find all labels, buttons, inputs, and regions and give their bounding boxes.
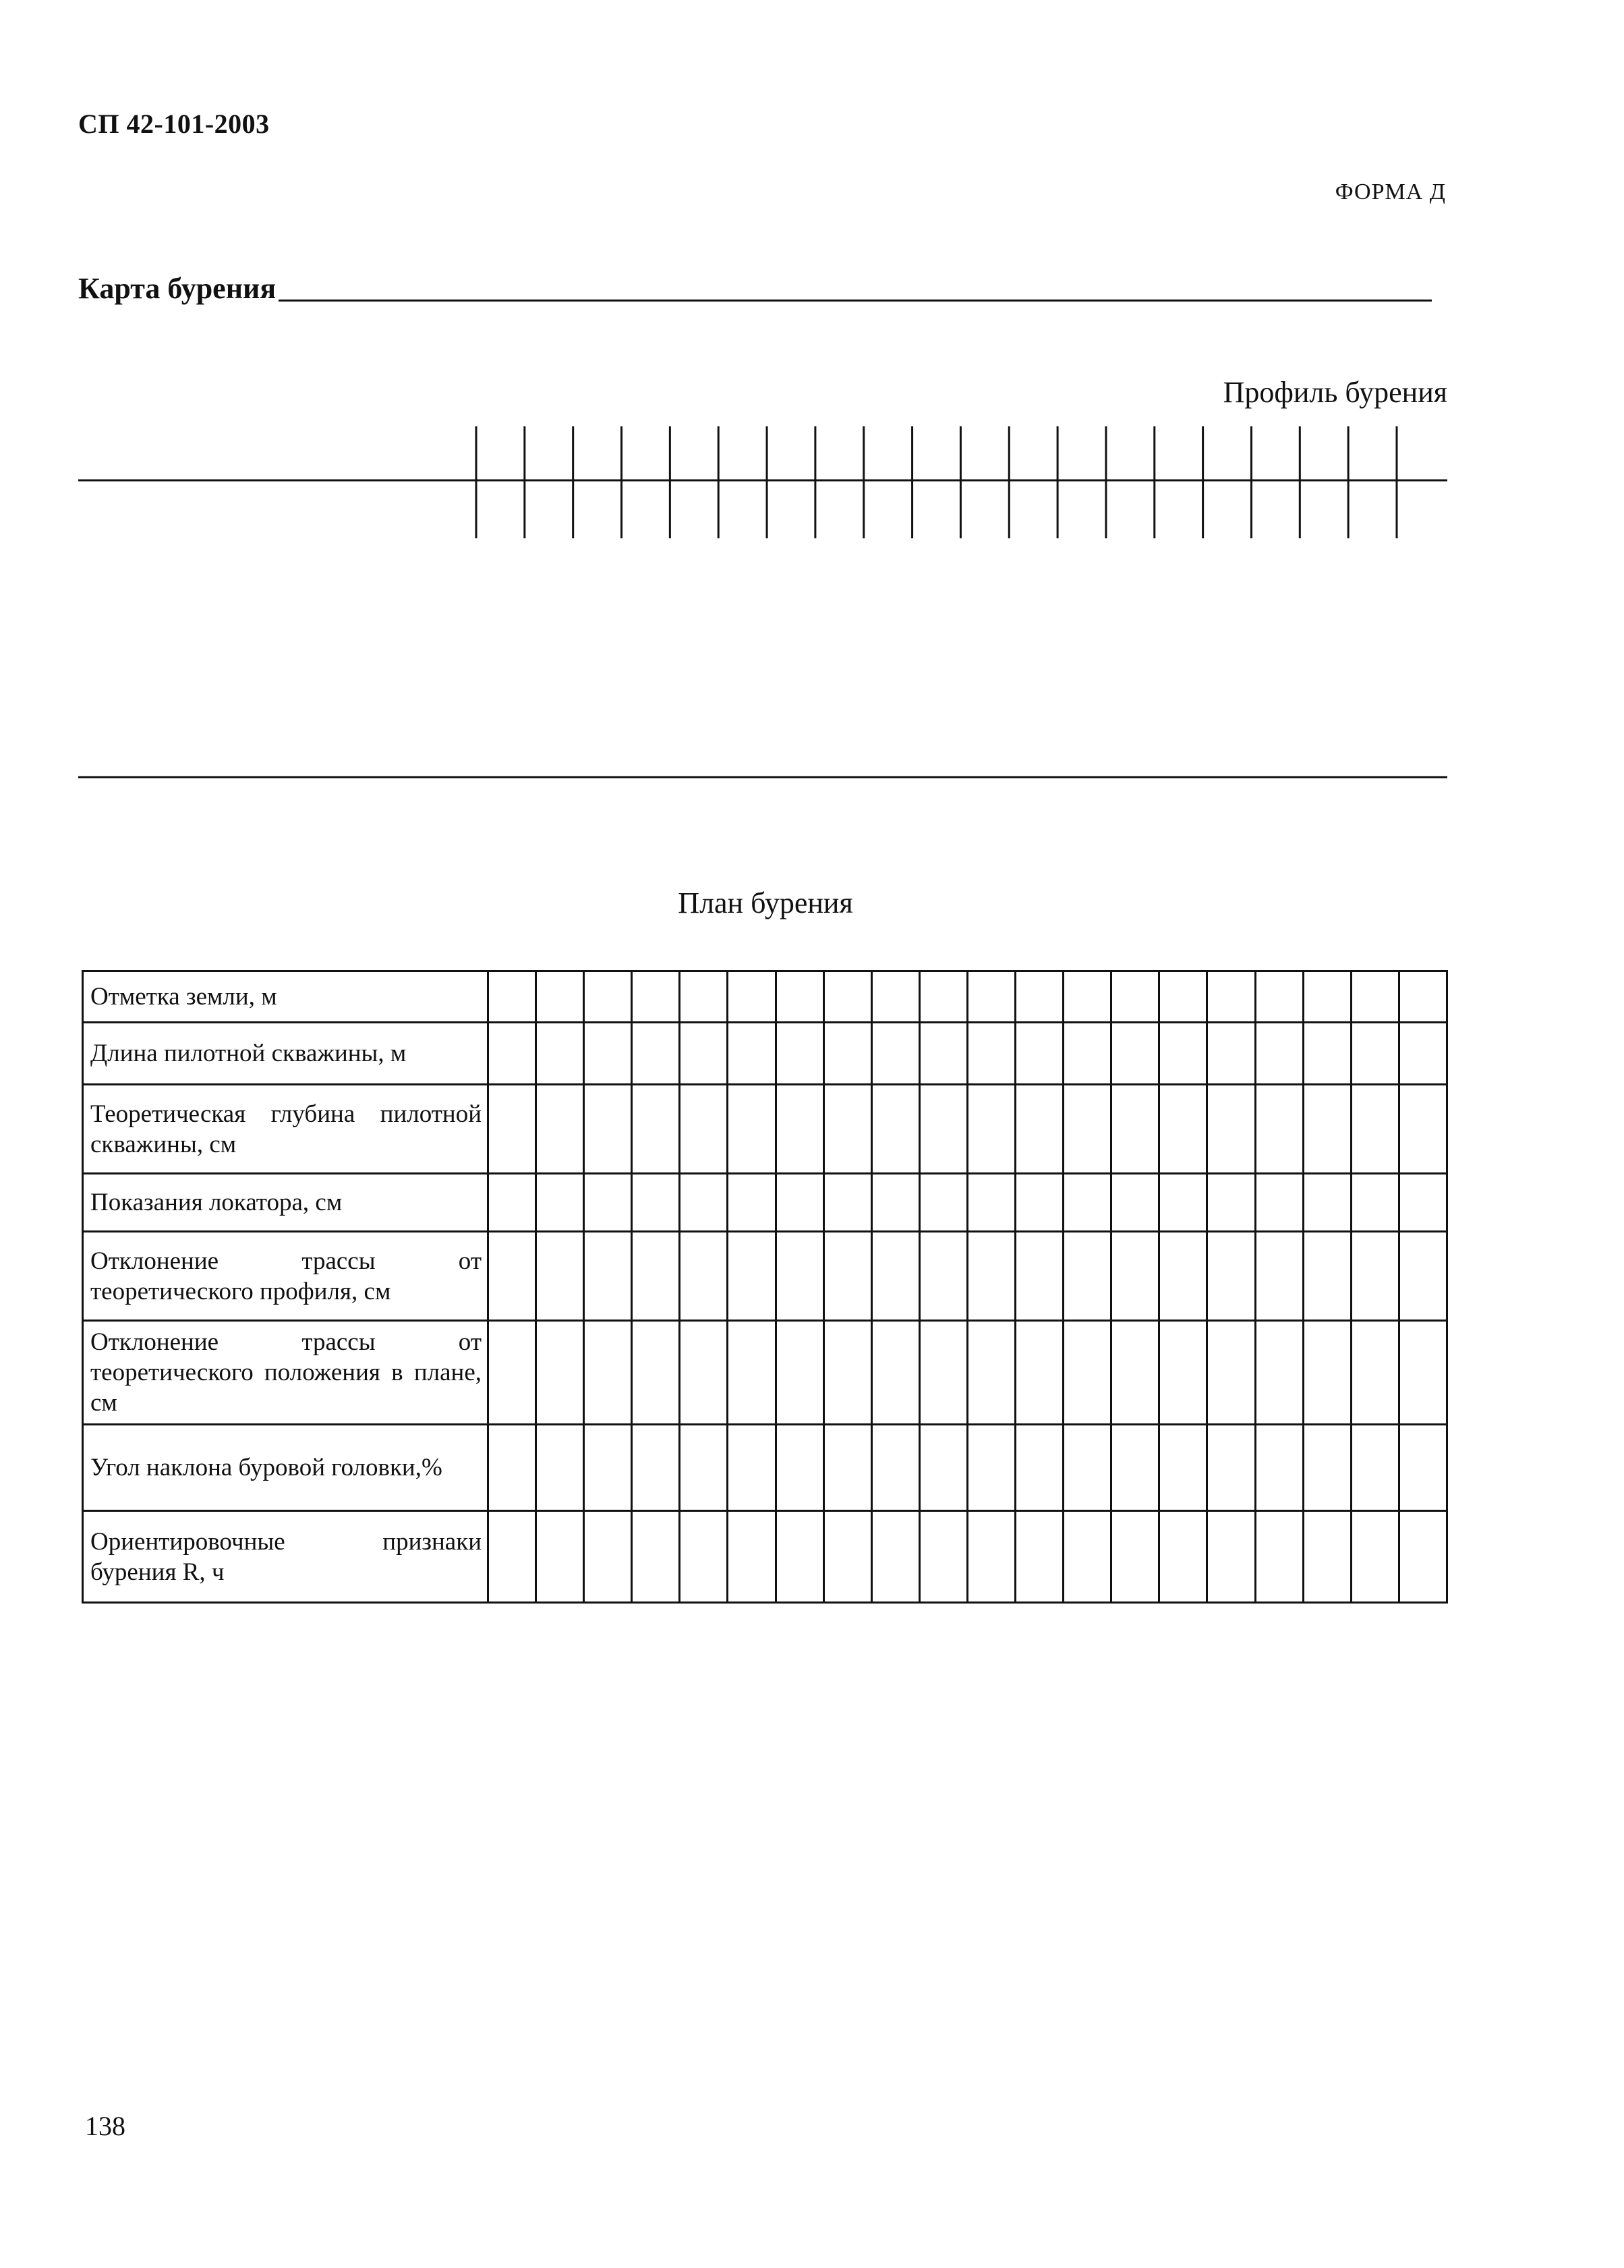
- plan-cell[interactable]: [1111, 1232, 1159, 1321]
- plan-cell[interactable]: [680, 1511, 728, 1603]
- plan-cell[interactable]: [1207, 1321, 1255, 1425]
- plan-cell[interactable]: [1255, 1232, 1303, 1321]
- profile-title: Профиль бурения: [1223, 376, 1447, 409]
- plan-cell[interactable]: [584, 1023, 632, 1085]
- plan-cell[interactable]: [1064, 1511, 1111, 1603]
- plan-cell[interactable]: [1303, 1425, 1351, 1511]
- table-row: [83, 1023, 1447, 1085]
- row-label: Теоретическая глубина пилотной скважины, см: [83, 1085, 488, 1174]
- plan-cell[interactable]: [1351, 1232, 1399, 1321]
- plan-cell[interactable]: [1255, 1425, 1303, 1511]
- drilling-plan-table: [82, 970, 1448, 1604]
- plan-cell[interactable]: [488, 1232, 536, 1321]
- plan-cell[interactable]: [1303, 1023, 1351, 1085]
- plan-cell[interactable]: [1064, 971, 1111, 1023]
- plan-cell[interactable]: [967, 1232, 1015, 1321]
- plan-cell[interactable]: [967, 1085, 1015, 1174]
- plan-cell[interactable]: [680, 1085, 728, 1174]
- plan-cell[interactable]: [919, 1511, 967, 1603]
- plan-cell[interactable]: [1351, 1511, 1399, 1603]
- plan-cell[interactable]: [1207, 1174, 1255, 1232]
- plan-cell[interactable]: [1207, 1425, 1255, 1511]
- plan-cell[interactable]: [1111, 971, 1159, 1023]
- plan-cell[interactable]: [919, 1174, 967, 1232]
- plan-cell[interactable]: [1255, 1174, 1303, 1232]
- plan-cell[interactable]: [1064, 1425, 1111, 1511]
- plan-cell[interactable]: [823, 1321, 871, 1425]
- form-label: ФОРМА Д: [1335, 179, 1446, 204]
- plan-cell[interactable]: [1016, 1023, 1064, 1085]
- plan-cell[interactable]: [871, 1085, 919, 1174]
- row-label: Показания локатора, см: [83, 1174, 488, 1232]
- plan-cell[interactable]: [584, 1085, 632, 1174]
- plan-cell[interactable]: [1064, 1321, 1111, 1425]
- row-label: Отметка земли, м: [83, 971, 488, 1023]
- plan-cell[interactable]: [584, 1232, 632, 1321]
- plan-cell[interactable]: [1111, 1425, 1159, 1511]
- plan-cell[interactable]: [584, 1425, 632, 1511]
- plan-cell[interactable]: [823, 1425, 871, 1511]
- plan-cell[interactable]: [1064, 1023, 1111, 1085]
- plan-cell[interactable]: [536, 1232, 584, 1321]
- plan-cell[interactable]: [1111, 1023, 1159, 1085]
- plan-cell[interactable]: [1016, 1511, 1064, 1603]
- plan-cell[interactable]: [1351, 1174, 1399, 1232]
- plan-cell[interactable]: [1064, 1174, 1111, 1232]
- plan-cell[interactable]: [1351, 1023, 1399, 1085]
- plan-cell[interactable]: [1255, 1085, 1303, 1174]
- plan-cell[interactable]: [776, 971, 823, 1023]
- plan-cell[interactable]: [488, 1174, 536, 1232]
- table-row: [83, 1425, 1447, 1511]
- plan-cell[interactable]: [536, 1425, 584, 1511]
- plan-cell[interactable]: [1111, 1085, 1159, 1174]
- profile-grid: [0, 0, 1624, 810]
- plan-cell[interactable]: [1159, 1321, 1207, 1425]
- drilling-map-title: Карта бурения: [78, 272, 277, 305]
- plan-cell[interactable]: [1159, 1085, 1207, 1174]
- plan-cell[interactable]: [1399, 1321, 1447, 1425]
- plan-cell[interactable]: [1399, 1232, 1447, 1321]
- plan-cell[interactable]: [632, 1425, 680, 1511]
- plan-cell[interactable]: [1159, 1174, 1207, 1232]
- plan-cell[interactable]: [1303, 1174, 1351, 1232]
- plan-cell[interactable]: [776, 1425, 823, 1511]
- plan-cell[interactable]: [1399, 1511, 1447, 1603]
- plan-cell[interactable]: [919, 1425, 967, 1511]
- plan-title: План бурения: [678, 886, 853, 919]
- plan-cell[interactable]: [488, 1425, 536, 1511]
- plan-cell[interactable]: [1016, 1174, 1064, 1232]
- plan-cell[interactable]: [728, 1511, 776, 1603]
- plan-cell[interactable]: [536, 1511, 584, 1603]
- plan-cell[interactable]: [1303, 1511, 1351, 1603]
- plan-cell[interactable]: [871, 971, 919, 1023]
- plan-cell[interactable]: [1016, 971, 1064, 1023]
- plan-cell[interactable]: [823, 1174, 871, 1232]
- plan-cell[interactable]: [1207, 1511, 1255, 1603]
- plan-cell[interactable]: [536, 1023, 584, 1085]
- plan-cell[interactable]: [680, 1425, 728, 1511]
- plan-cell[interactable]: [680, 1321, 728, 1425]
- plan-cell[interactable]: [680, 1232, 728, 1321]
- plan-cell[interactable]: [919, 1085, 967, 1174]
- plan-cell[interactable]: [1064, 1232, 1111, 1321]
- plan-cell[interactable]: [776, 1023, 823, 1085]
- plan-cell[interactable]: [1159, 1425, 1207, 1511]
- plan-cell[interactable]: [728, 1232, 776, 1321]
- plan-cell[interactable]: [1399, 1174, 1447, 1232]
- plan-cell[interactable]: [1207, 1023, 1255, 1085]
- plan-cell[interactable]: [967, 1023, 1015, 1085]
- plan-cell[interactable]: [1399, 1085, 1447, 1174]
- plan-cell[interactable]: [1016, 1425, 1064, 1511]
- plan-cell[interactable]: [632, 1232, 680, 1321]
- plan-cell[interactable]: [823, 1232, 871, 1321]
- plan-cell[interactable]: [776, 1174, 823, 1232]
- plan-cell[interactable]: [728, 971, 776, 1023]
- plan-cell[interactable]: [1159, 971, 1207, 1023]
- plan-cell[interactable]: [776, 1232, 823, 1321]
- plan-cell[interactable]: [1399, 1425, 1447, 1511]
- plan-cell[interactable]: [728, 1321, 776, 1425]
- plan-cell[interactable]: [1351, 1321, 1399, 1425]
- plan-cell[interactable]: [823, 1023, 871, 1085]
- plan-cell[interactable]: [1016, 1321, 1064, 1425]
- plan-cell[interactable]: [728, 1085, 776, 1174]
- plan-cell[interactable]: [1255, 971, 1303, 1023]
- plan-cell[interactable]: [1303, 971, 1351, 1023]
- plan-cell[interactable]: [536, 971, 584, 1023]
- table-row: [83, 1085, 1447, 1174]
- plan-cell[interactable]: [632, 1023, 680, 1085]
- plan-cell[interactable]: [823, 1085, 871, 1174]
- plan-cell[interactable]: [1303, 1085, 1351, 1174]
- page-number: 138: [85, 2111, 125, 2141]
- plan-cell[interactable]: [919, 1023, 967, 1085]
- row-label: Отклонение трассы от теоретического профиля, см: [83, 1232, 488, 1321]
- plan-cell[interactable]: [1064, 1085, 1111, 1174]
- plan-cell[interactable]: [536, 1174, 584, 1232]
- plan-cell[interactable]: [919, 1232, 967, 1321]
- plan-cell[interactable]: [536, 1321, 584, 1425]
- plan-cell[interactable]: [728, 1174, 776, 1232]
- plan-cell[interactable]: [632, 1085, 680, 1174]
- plan-cell[interactable]: [967, 1425, 1015, 1511]
- plan-cell[interactable]: [1016, 1085, 1064, 1174]
- plan-cell[interactable]: [871, 1023, 919, 1085]
- table-row: [83, 1174, 1447, 1232]
- plan-cell[interactable]: [871, 1511, 919, 1603]
- plan-cell[interactable]: [1351, 1425, 1399, 1511]
- plan-cell[interactable]: [488, 1023, 536, 1085]
- plan-cell[interactable]: [776, 1511, 823, 1603]
- plan-cell[interactable]: [1111, 1174, 1159, 1232]
- plan-cell[interactable]: [1255, 1321, 1303, 1425]
- plan-cell[interactable]: [1207, 1232, 1255, 1321]
- plan-cell[interactable]: [1159, 1232, 1207, 1321]
- plan-cell[interactable]: [967, 1321, 1015, 1425]
- plan-cell[interactable]: [584, 1174, 632, 1232]
- row-label: Длина пилотной скважины, м: [83, 1023, 488, 1085]
- plan-cell[interactable]: [1207, 1085, 1255, 1174]
- table-row: [83, 1511, 1447, 1603]
- plan-cell[interactable]: [1303, 1232, 1351, 1321]
- plan-cell[interactable]: [1111, 1321, 1159, 1425]
- plan-cell[interactable]: [967, 971, 1015, 1023]
- plan-cell[interactable]: [1351, 971, 1399, 1023]
- plan-cell[interactable]: [776, 1321, 823, 1425]
- plan-cell[interactable]: [871, 1425, 919, 1511]
- plan-cell[interactable]: [1207, 971, 1255, 1023]
- plan-cell[interactable]: [919, 971, 967, 1023]
- row-label: Ориентировочные признаки бурения R, ч: [83, 1511, 488, 1603]
- plan-cell[interactable]: [1351, 1085, 1399, 1174]
- plan-cell[interactable]: [632, 1321, 680, 1425]
- plan-cell[interactable]: [1399, 1023, 1447, 1085]
- plan-cell[interactable]: [776, 1085, 823, 1174]
- plan-cell[interactable]: [871, 1321, 919, 1425]
- plan-cell[interactable]: [632, 1511, 680, 1603]
- profile-ticks: [476, 426, 1397, 538]
- table-row: [83, 1232, 1447, 1321]
- plan-cell[interactable]: [1399, 971, 1447, 1023]
- plan-cell[interactable]: [632, 971, 680, 1023]
- plan-cell[interactable]: [919, 1321, 967, 1425]
- plan-cell[interactable]: [728, 1023, 776, 1085]
- plan-cell[interactable]: [680, 1174, 728, 1232]
- table-row: [83, 971, 1447, 1023]
- plan-cell[interactable]: [1016, 1232, 1064, 1321]
- plan-cell[interactable]: [967, 1174, 1015, 1232]
- plan-cell[interactable]: [1159, 1511, 1207, 1603]
- plan-cell[interactable]: [1159, 1023, 1207, 1085]
- plan-cell[interactable]: [584, 1321, 632, 1425]
- plan-cell[interactable]: [584, 1511, 632, 1603]
- plan-cell[interactable]: [823, 1511, 871, 1603]
- table-row: [83, 1321, 1447, 1425]
- plan-cell[interactable]: [680, 971, 728, 1023]
- plan-cell[interactable]: [680, 1023, 728, 1085]
- plan-cell[interactable]: [728, 1425, 776, 1511]
- plan-cell[interactable]: [1255, 1023, 1303, 1085]
- row-label: Отклонение трассы от теоретического положения в плане, см: [83, 1321, 488, 1425]
- row-label: Угол наклона буровой головки,%: [83, 1425, 488, 1511]
- plan-cell[interactable]: [584, 971, 632, 1023]
- plan-cell[interactable]: [871, 1174, 919, 1232]
- plan-cell[interactable]: [632, 1174, 680, 1232]
- plan-cell[interactable]: [1111, 1511, 1159, 1603]
- plan-cell[interactable]: [488, 1085, 536, 1174]
- plan-cell[interactable]: [967, 1511, 1015, 1603]
- plan-cell[interactable]: [488, 971, 536, 1023]
- plan-cell[interactable]: [871, 1232, 919, 1321]
- plan-cell[interactable]: [1255, 1511, 1303, 1603]
- plan-cell[interactable]: [823, 971, 871, 1023]
- plan-cell[interactable]: [536, 1085, 584, 1174]
- document-code: СП 42-101-2003: [78, 109, 270, 139]
- plan-cell[interactable]: [488, 1321, 536, 1425]
- plan-cell[interactable]: [1303, 1321, 1351, 1425]
- plan-cell[interactable]: [488, 1511, 536, 1603]
